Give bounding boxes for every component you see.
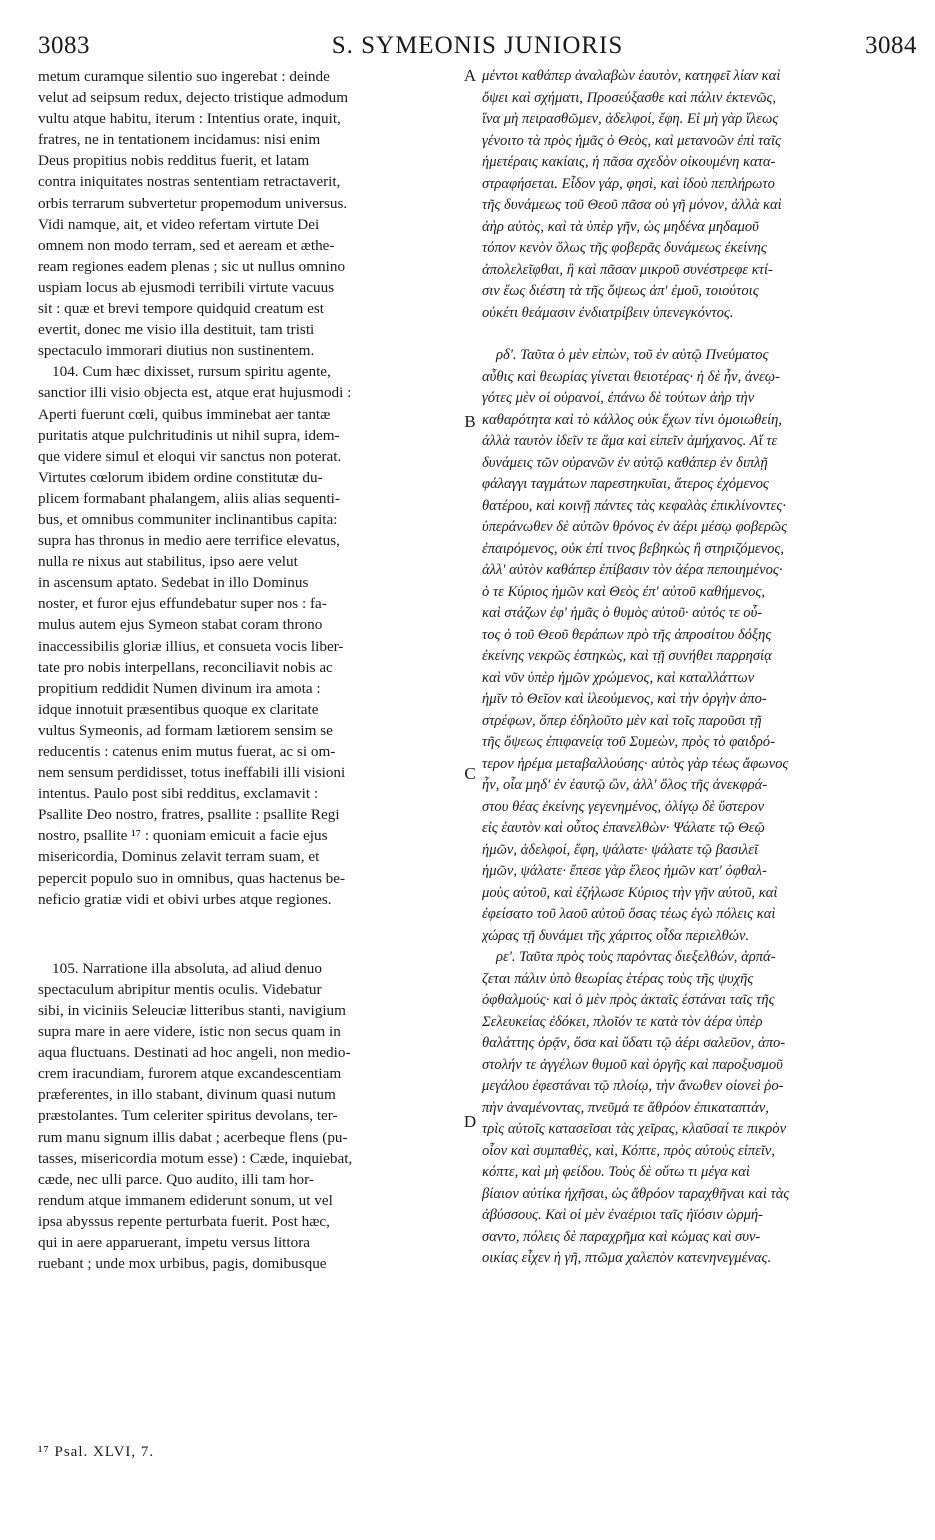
running-title: S. SYMEONIS JUNIORIS: [331, 32, 624, 59]
text-line: ἐπαιρόμενος, οὐκ ἐπί τινος βεβηκὼς ἢ στηριζόμενος,: [482, 540, 784, 557]
text-line: tate pro nobis interpellans, reconciliavit nobis ac: [38, 658, 333, 676]
text-line: sit : quæ et brevi tempore quidquid creatum est: [38, 300, 324, 318]
text-line: ipsa abyssus repente perturbata fuerit. Post hæc,: [38, 1212, 330, 1230]
text-line: ἐφείσατο τοῦ λαοῦ αὐτοῦ ὅσας τέως ἐγὼ πόλεις καὶ: [482, 906, 776, 922]
text-line: misericordia, Dominus zelavit terram suam, et: [38, 848, 320, 866]
text-line: φάλαγγι ταγμάτων παρεστηκυῖαι, ἅτερος ἐχόμενος: [482, 476, 769, 492]
text-line: στολήν τε ἀγγέλων θυμοῦ καὶ ὀργῆς καὶ παροξυσμοῦ: [482, 1056, 783, 1073]
text-line: idque innotuit præsentibus quoque ex claritate: [38, 700, 319, 718]
text-line: ἡμῖν τὸ Θεῖον καὶ ἱλεούμενος, καὶ τὴν ὀργὴν ἀπο-: [482, 691, 767, 707]
text-line: ὁ τε Κύριος ἡμῶν καὶ Θεὸς ἐπ' αὐτοῦ καθήμενος,: [482, 583, 765, 600]
text-line: ream regiones eadem plenas ; sic ut nullus omnino: [38, 257, 346, 275]
text-line: μέντοι καθάπερ ἀναλαβὼν ἑαυτὸν, κατηφεῖ λίαν καὶ: [482, 68, 781, 84]
section-marker-c: C: [464, 764, 476, 783]
text-line: γένοιτο τὰ πρὸς ἡμᾶς ὁ Θεὸς, καὶ μετανοῶν ἐπὶ ταῖς: [482, 132, 781, 149]
text-line: mulus autem ejus Symeon stabat coram throno: [38, 616, 323, 634]
text-line: nostro, psallite ¹⁷ : quoniam emicuit a facie ejus: [38, 827, 328, 845]
text-line: bus, et omnibus communiter inclinantibus capita:: [38, 510, 338, 528]
text-line: Deus propitius nobis redditus fuerit, et latam: [38, 152, 310, 170]
text-line: ζεται πάλιν ὑπὸ θεωρίας ἑτέρας τοὺς τῆς ψυχῆς: [482, 970, 754, 987]
text-line: sibi, in viciniis Seleuciæ litteribus stanti, navigium: [38, 1001, 346, 1019]
text-line: εἰς ἑαυτὸν καὶ οὗτος ἐπανελθὼν· Ψάλατε τῷ Θεῷ: [482, 820, 765, 836]
text-line: plicem formabant phalangem, aliis alias sequenti-: [38, 489, 340, 507]
text-line: pepercit populo suo in omnibus, quas hactenus be-: [38, 869, 346, 887]
text-line: uspiam locus ab ejusmodi terribili virtute vacuus: [38, 278, 335, 296]
section-marker-b: B: [464, 412, 476, 431]
text-line: qui in aere apparuerant, impetu versus littora: [38, 1233, 311, 1251]
text-line: præferentes, in illo stabant, divinum quasi nutum: [38, 1086, 336, 1104]
text-line: ἀὴρ αὐτὸς, καὶ τὰ ὑπὲρ γῆν, ὡς μηδένα μηδαμοῦ: [482, 218, 759, 235]
text-line: ὀφθαλμούς· καὶ ὁ μὲν πρὸς ἀκταῖς ἑστάναι ταῖς τῆς: [482, 992, 775, 1008]
text-line: præstolantes. Tum celeriter spiritus devolans, ter-: [38, 1107, 338, 1125]
latin-column: [38, 66, 458, 1274]
paragraph-gap: [38, 910, 458, 958]
text-line: ρδ'. Ταῦτα ὁ μὲν εἰπὼν, τοῦ ἐν αὐτῷ Πνεύματος: [496, 347, 769, 363]
text-line: nem sensum perdidisset, totus ineffabili illi visioni: [38, 764, 346, 782]
text-line: metum curamque silentio suo ingerebat : deinde: [38, 68, 330, 85]
text-line: vultu atque habitu, iterum : Intentius orate, inquit,: [38, 110, 341, 128]
text-line: aqua fluctuans. Destinati ad hoc angeli, non medio-: [38, 1044, 351, 1062]
column-number-right: 3084: [865, 32, 917, 59]
text-line: neficio gratiæ vidi et obivi urbes atque regiones.: [38, 890, 332, 908]
greek-column: [482, 66, 904, 1270]
text-line: 104. Cum hæc dixisset, rursum spiritu agente,: [52, 363, 331, 381]
text-line: δυνάμεις τῶν οὐρανῶν ἐν αὐτῷ καθάπερ ἐν διπλῇ: [482, 454, 768, 471]
text-line: velut ad seipsum redux, dejecto tristique admodum: [38, 89, 349, 107]
text-line: ἀπολελεῖφθαι, ἣ καὶ πᾶσαν μικροῦ συνέστρεφε κτί-: [482, 261, 773, 278]
text-line: ἡμῶν, ψάλατε· ἔπεσε γὰρ ἔλεος ἡμῶν κατ' ὀφθαλ-: [482, 863, 767, 879]
text-line: ἵνα μὴ πειρασθῶμεν, ἀδελφοί, ἔφη. Εἰ μὴ γὰρ ἵλεως: [482, 111, 779, 127]
text-line: ὑπεράνωθεν δὲ αὐτῶν θρόνος ἐν ἀέρι μέσῳ φοβερῶς: [482, 519, 788, 535]
section-marker-d: D: [463, 1112, 477, 1131]
text-line: μοὺς αὐτοῦ, καὶ ἐζήλωσε Κύριος τὴν γῆν αὐτοῦ, καὶ: [482, 884, 778, 901]
column-number-left: 3083: [38, 32, 90, 59]
text-line: cæde, nec ulli parce. Quo audito, illi tam hor-: [38, 1170, 314, 1188]
text-line: καθαρότητα καὶ τὸ κάλλος οὐκ ἔχων τίνι ὁμοιωθείη,: [482, 411, 783, 428]
text-line: τερον ἠρέμα μεταβαλλούσης· αὐτὸς γὰρ τέως ἄφωνος: [482, 755, 789, 772]
text-line: spectaculo immorari diutius non sustinentem.: [38, 342, 315, 360]
text-line: nulla re nixus aut stabilitus, ipso aere velut: [38, 553, 298, 571]
text-line: πὴν ἀναμένοντας, πνεῦμά τε ἄθρόον ἐπικαταπτάν,: [482, 1099, 769, 1116]
text-line: καὶ νῦν ὑπὲρ ἡμῶν χρώμενος, καὶ καταλλάττων: [482, 669, 755, 686]
text-line: evertit, donec me visio illa destituit, tam tristi: [38, 321, 315, 339]
text-line: οὐκέτι θεάμασιν ἐνδιατρίβειν ὑπενεγκόντος.: [482, 304, 734, 321]
text-line: spectaculum abripitur mentis oculis. Videbatur: [38, 980, 322, 998]
text-line: καὶ στάζων ἐφ' ἡμᾶς ὁ θυμὸς αὐτοῦ· αὐτός τε οὗ-: [482, 605, 763, 621]
text-line: reducentis : catenus enim mutus fuerat, ac si om-: [38, 743, 336, 760]
text-line: γότες μὲν οἱ οὐρανοί, ἐπάνω δὲ τούτων ἀὴρ τὴν: [482, 390, 755, 406]
text-line: noster, et furor ejus effundebatur super nos : fa-: [38, 595, 327, 613]
page-header: [38, 24, 917, 64]
text-line: ἡμετέραις κακίαις, ἡ πᾶσα σχεδὸν οἰκουμένη κατα-: [482, 154, 776, 170]
text-line: crem iracundiam, furorem atque excandescentiam: [38, 1065, 342, 1083]
text-line: supra mare in aere videre, istic non secus quam in: [38, 1023, 341, 1041]
text-line: τῆς δυνάμεως τοῦ Θεοῦ πᾶσα οὐ γῆ μόνον, ἀλλὰ καὶ: [482, 197, 782, 213]
text-line: τρὶς αὐτοῖς κατασεῖσαι τὰς χεῖρας, κλαῦσαί τε πικρὸν: [482, 1121, 787, 1137]
text-line: Vidi namque, ait, et video refertam virtute Dei: [38, 215, 320, 233]
text-line: Psallite Deo nostro, fratres, psallite : psallite Regi: [38, 806, 340, 824]
text-line: orbis terrarum subvertetur propemodum universus.: [38, 194, 348, 212]
text-line: rum manu signum illis dabat ; acerbeque flens (pu-: [38, 1128, 348, 1146]
text-line: in ascensum aptato. Sedebat in illo Dominus: [38, 574, 309, 592]
text-line: inaccessibilis gloriæ illius, et consueta vocis liber-: [38, 637, 344, 655]
text-line: στρέφων, ὅπερ ἐδηλοῦτο μὲν καὶ τοῖς παροῦσι τῇ: [482, 712, 762, 729]
paragraph-gap: [482, 324, 904, 345]
text-line: ἡμῶν, ἀδελφοί, ἔφη, ψάλατε· ψάλατε τῷ βασιλεῖ: [482, 841, 759, 858]
text-line: intentus. Paulo post sibi redditus, exclamavit :: [38, 785, 319, 803]
text-line: αὖθις καὶ θεωρίας γίνεται θειοτέρας· ἡ δὲ ἦν, ἀνεῳ-: [482, 368, 780, 385]
text-line: σαντο, πόλεις δὲ παραχρῆμα καὶ κώμας καὶ συν-: [482, 1228, 761, 1245]
text-line: propitium reddidit Numen divinum ira amota :: [38, 679, 321, 697]
text-line: σιν ἕως διέστη τὰ τῆς ὄψεως ἀπ' ἐμοῦ, τοιούτοις: [482, 283, 759, 299]
text-line: Σελευκείας ἐδόκει, πλοῖόν τε κατὰ τὸν ἀέρα ὑπὲρ: [482, 1013, 763, 1030]
text-line: χώρας τῇ δυνάμει τῆς χάριτος οἶδα περιελθών.: [482, 927, 750, 944]
text-line: οἷον καὶ συμπαθὲς, καὶ, Κόπτε, πρὸς αὐτοὺς εἰπεῖν,: [482, 1142, 776, 1159]
text-line: tasses, misericordia motum esse) : Cæde, inquiebat,: [38, 1149, 353, 1167]
text-line: que videre simul et eloqui vir sanctus non poterat.: [38, 447, 342, 465]
text-line: Virtutes cœlorum ibidem ordine constitutæ du-: [38, 468, 323, 486]
text-line: rendum atque immanem ediderunt sonum, ut vel: [38, 1191, 333, 1209]
text-line: vultus Symeonis, ad formam lætiorem sensim se: [38, 721, 333, 739]
text-line: κόπτε, καὶ μὴ φείδου. Τοὺς δὲ οὕτω τι μέγα καὶ: [482, 1164, 750, 1180]
text-line: βίαιον αὐτίκα ἠχῆσαι, ὡς ἄθρόον ταραχθῆναι καὶ τὰς: [482, 1185, 790, 1202]
text-line: θατέρου, καὶ κοινῇ πάντες τὰς κεφαλὰς ἐπικλίνοντες·: [482, 497, 786, 514]
text-line: Aperti fuerunt cœli, quibus imminebat aer tantæ: [38, 405, 331, 423]
text-line: contra iniquitates nostras sententiam retractaverit,: [38, 173, 341, 191]
text-line: supra has thronus in medio aere terrifice elevatus,: [38, 532, 340, 550]
text-line: θαλάττης ὁρᾷν, ὅσα καὶ ὕδατι τῷ ἀέρι σαλεῦον, ἀπο-: [482, 1035, 786, 1051]
text-line: ἦν, οἷα μηδ' ἐν ἑαυτῷ ὢν, ἀλλ' ὅλος τῆς ἀνεκφρά-: [482, 777, 768, 793]
text-line: ἀλλὰ ταυτὸν ἰδεῖν τε ἅμα καὶ εἰπεῖν ἀμήχανος. Αἵ τε: [482, 433, 778, 449]
text-line: ruebant ; unde mox urbibus, pagis, domibusque: [38, 1255, 327, 1273]
text-line: puritatis atque pulchritudinis ut nihil supra, idem-: [38, 426, 340, 444]
text-line: στου θέας ἐκείνης γεγενημένος, ὀλίγῳ δὲ ὕστερον: [482, 798, 765, 815]
text-line: fratres, ne in tentationem incidamus: nisi enim: [38, 131, 321, 149]
text-line: ἐκείνης νεκρῶς ἑστηκὼς, καὶ τῇ συνήθει παρρησίᾳ: [482, 648, 772, 664]
text-line: ἀλλ' αὐτὸν καθάπερ ἐπίβασιν τὸν ἀέρα πεποιημένος·: [482, 562, 783, 578]
text-line: omnem non modo terram, sed et aeream et æthe-: [38, 236, 335, 254]
text-line: 105. Narratione illa absoluta, ad aliud denuo: [52, 959, 322, 977]
text-line: οικίας εἶχεν ἡ γῆ, πτῶμα χαλεπὸν κατενηνεγμένας.: [482, 1250, 772, 1266]
text-line: μεγάλου ἐφεστάναι τῷ πλοίῳ, τὴν ἄνωθεν οἱονεὶ ῥο-: [482, 1078, 784, 1094]
text-line: τόπον κενὸν ὅλως τῆς φοβερᾶς δυνάμεως ἐκείνης: [482, 240, 767, 256]
footnote: ¹⁷ Psal. XLVI, 7.: [38, 1444, 155, 1460]
text-line: sanctior illi visio objecta est, atque erat hujusmodi :: [38, 384, 352, 402]
text-line: τῆς ὄψεως ἐπιφανείᾳ τοῦ Συμεὼν, πρὸς τὸ φαιδρό-: [482, 734, 775, 750]
text-line: ἀβύσσους. Καὶ οἱ μὲν ἐναέριοι ταῖς ἠϊόσιν ὡρμή-: [482, 1207, 764, 1223]
text-line: στραφήσεται. Εἶδον γάρ, φησὶ, καὶ ἰδοὺ πεπλήρωτο: [482, 175, 775, 192]
text-line: ρε'. Ταῦτα πρὸς τοὺς παρόντας διεξελθών, ἁρπά-: [496, 949, 776, 965]
section-marker-a: A: [463, 66, 477, 85]
text-line: ὄψει καὶ σχήματι, Προσεύξασθε καὶ πάλιν ἐκτενῶς,: [482, 89, 777, 106]
text-line: τος ὁ τοῦ Θεοῦ θεράπων πρὸ τῆς ἀπροσίτου δόξης: [482, 626, 772, 643]
